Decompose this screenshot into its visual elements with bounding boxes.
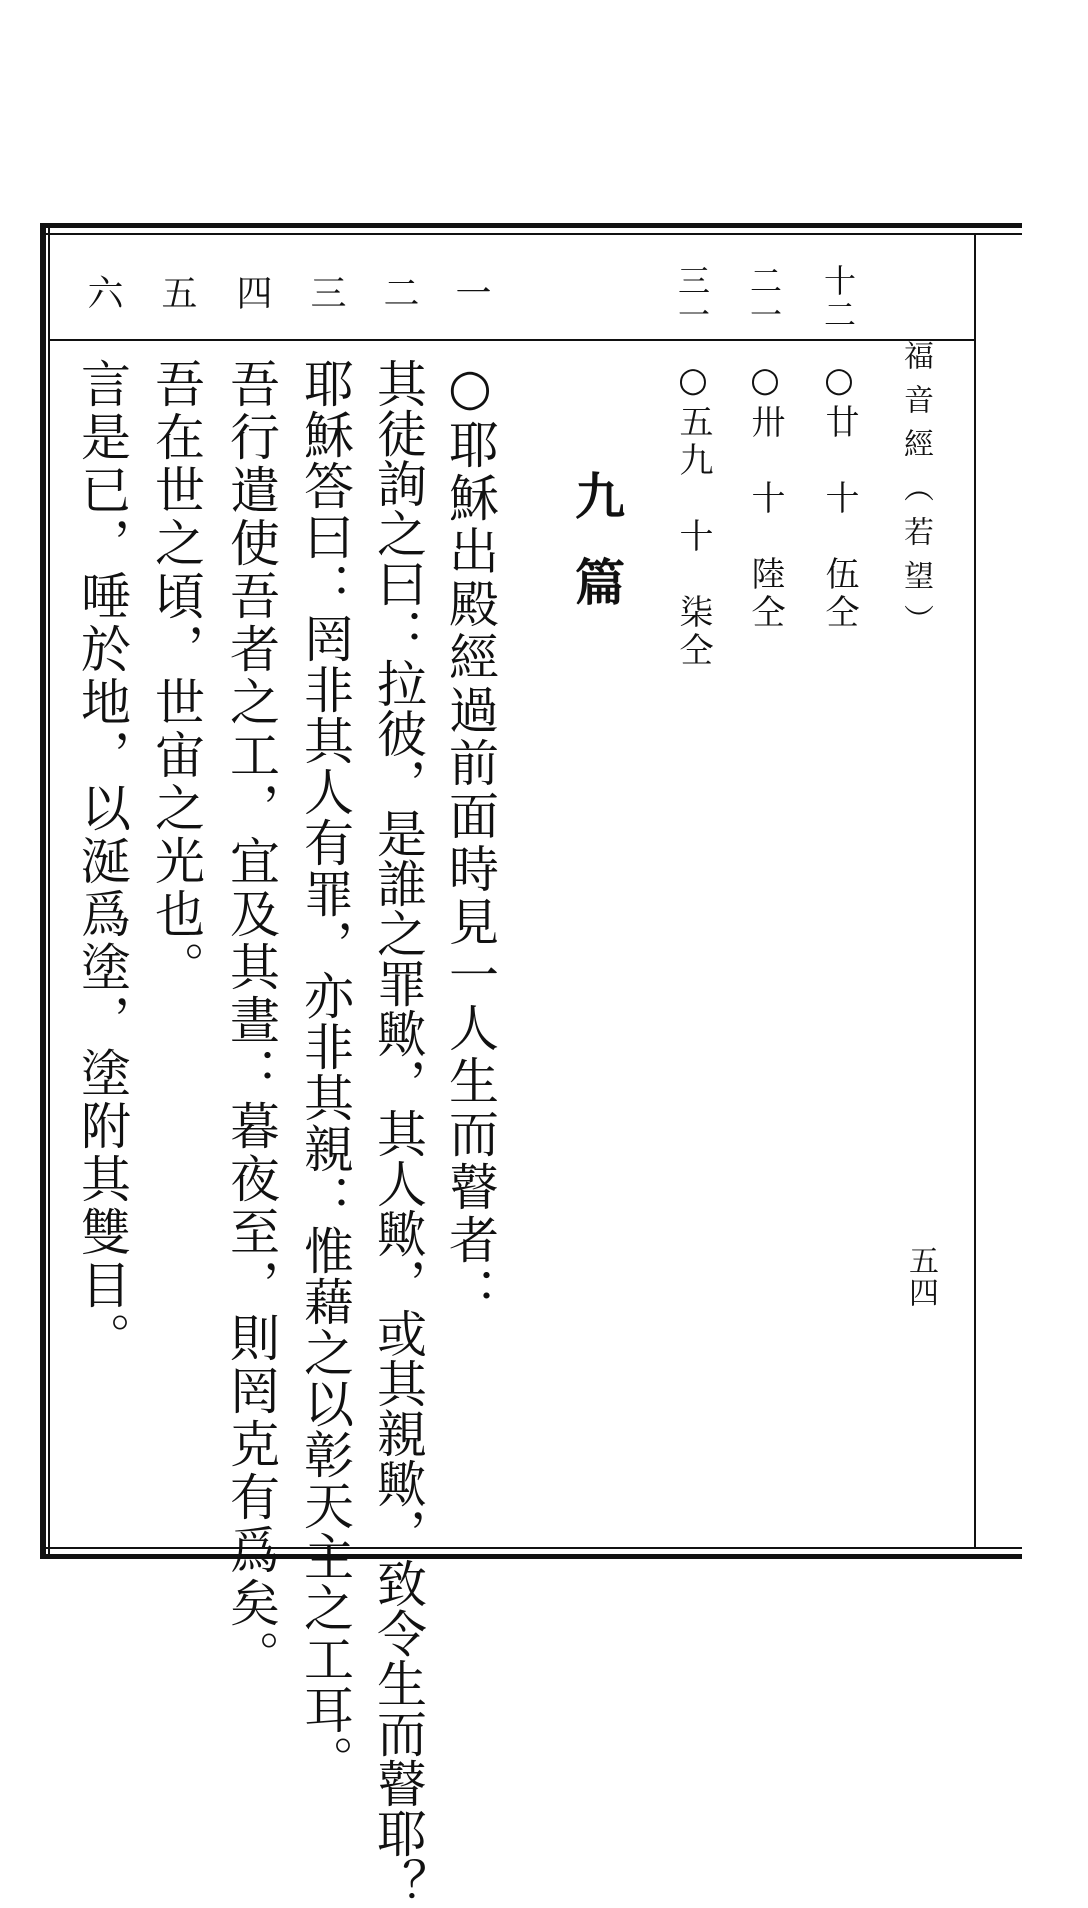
- cross-reference: ○卅 十 陸仝: [745, 360, 785, 632]
- page-frame-bottom-rule: [40, 1547, 1022, 1559]
- verse-text: 吾行遣使吾者之工，宜及其晝：暮夜至，則罔克有爲矣。: [222, 358, 280, 1683]
- verse-text: 言是已，唾於地，以涎爲塗，塗附其雙目。: [73, 358, 131, 1365]
- cross-reference-top: 三一: [673, 264, 711, 332]
- verse-text: 其徒詢之曰：拉彼，是誰之罪歟，其人歟，或其親歟，致令生而瞽耶？: [369, 358, 427, 1908]
- margin-divider-rule: [974, 235, 976, 1547]
- verse-number: 五: [156, 274, 197, 316]
- verse-text: 耶穌答曰：罔非其人有罪，亦非其親：惟藉之以彰天主之工耳。: [296, 358, 354, 1786]
- verse-number: 六: [82, 274, 123, 316]
- page-frame-top-rule: [40, 223, 1022, 235]
- cross-reference-top: 十二: [819, 264, 857, 332]
- cross-reference: ○廿 十 伍仝: [819, 360, 859, 632]
- page-number: 五四: [903, 1245, 938, 1309]
- cross-reference: ○五九 十 柒仝: [673, 360, 713, 670]
- verse-text: ○耶穌出殿經過前面時見一人生而瞽者：: [441, 358, 499, 1320]
- verse-number: 二: [378, 274, 419, 316]
- running-head: 福音經（若望）: [898, 340, 933, 648]
- cross-reference-top: 二一: [745, 264, 783, 332]
- verse-number: 四: [231, 274, 272, 316]
- chapter-heading: 九篇: [567, 470, 626, 642]
- verse-number: 三: [305, 274, 346, 316]
- verse-number: 一: [450, 274, 491, 316]
- verse-number-divider-rule: [50, 339, 974, 341]
- verse-text: 吾在世之頃，世宙之光也。: [147, 358, 205, 994]
- page-frame-left-rule: [40, 223, 50, 1559]
